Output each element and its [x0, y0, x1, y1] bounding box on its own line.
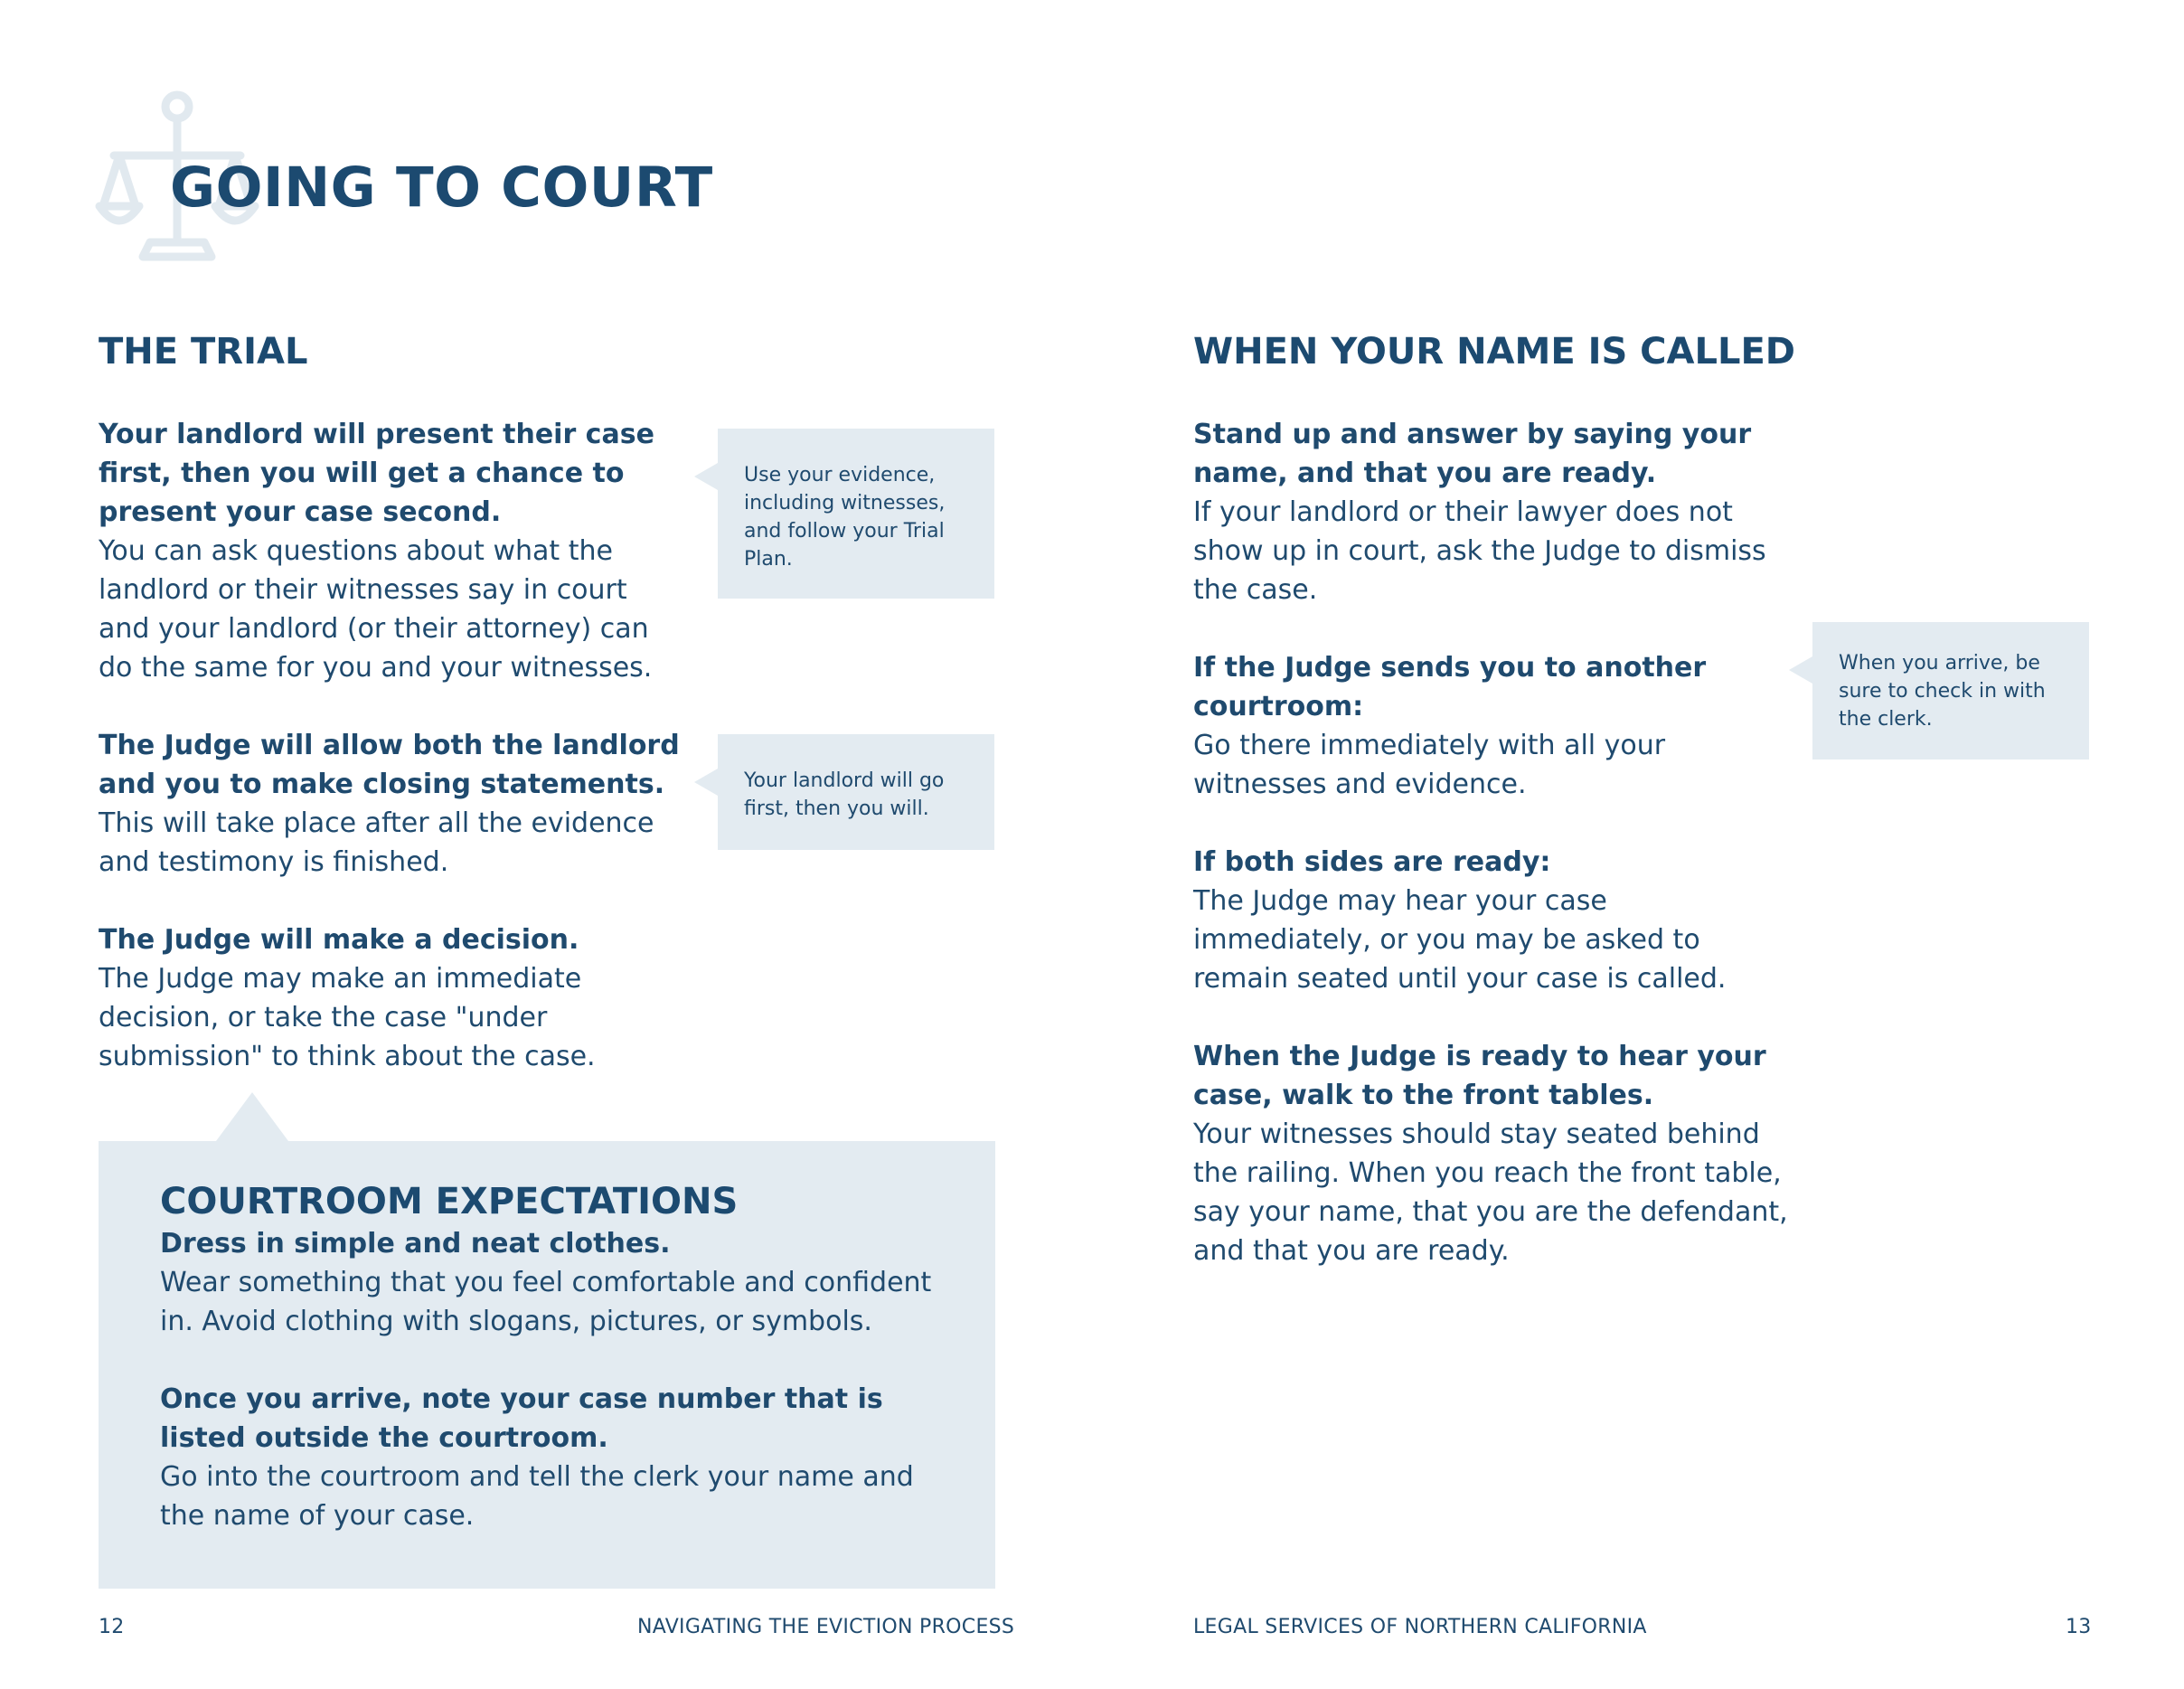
trial-item-heading: Your landlord will present their case first, then you will get a chance to present your case second. [99, 419, 654, 528]
section-heading-the-trial: THE TRIAL [99, 331, 308, 373]
name-called-item-heading: If both sides are ready: [1193, 846, 1551, 878]
trial-item [99, 415, 686, 687]
trial-item-text: This will take place after all the evidence and testimony is finished. [99, 807, 654, 878]
expectation-item-heading: Dress in simple and neat clothes. [160, 1228, 671, 1260]
courtroom-expectations-title: COURTROOM EXPECTATIONS [160, 1181, 739, 1222]
trial-item-heading: The Judge will allow both the landlord and you to make closing statements. [99, 730, 680, 800]
page-title: GOING TO COURT [170, 156, 713, 220]
name-called-item-text: If your landlord or their lawyer does not show up in court, ask the Judge to dismiss the case. [1193, 496, 1766, 606]
trial-item-text: The Judge may make an immediate decision, or take the case "under submission" to think about the case. [99, 963, 596, 1072]
courtroom-expectations-box [99, 1141, 995, 1589]
callout-text: Use your evidence, including witnesses, and follow your Trial Plan. [744, 464, 946, 571]
name-called-section [1193, 415, 1790, 1270]
callout-text: Your landlord will go first, then you will. [744, 769, 945, 820]
name-called-item-heading: Stand up and answer by saying your name, and that you are ready. [1193, 419, 1752, 489]
name-called-item-text: Your witnesses should stay seated behind the railing. When you reach the front table, say your name, that you are the defendant, and that you are ready. [1193, 1118, 1788, 1267]
right-page-number: 13 [2066, 1616, 2092, 1638]
left-page-number: 12 [99, 1616, 125, 1638]
expectation-item-text: Wear something that you feel comfortable and confident in. Avoid clothing with slogans, pictures, or symbols. [160, 1267, 932, 1337]
trial-section [99, 415, 686, 1076]
trial-item [99, 920, 686, 1076]
name-called-item [1193, 843, 1790, 998]
callout-use-evidence [718, 429, 994, 599]
section-heading-name-called: WHEN YOUR NAME IS CALLED [1193, 331, 1795, 373]
expectation-item-text: Go into the courtroom and tell the clerk your name and the name of your case. [160, 1461, 914, 1532]
name-called-item-heading: When the Judge is ready to hear your case, walk to the front tables. [1193, 1041, 1766, 1111]
name-called-item-text: Go there immediately with all your witnesses and evidence. [1193, 730, 1666, 800]
trial-item-text: You can ask questions about what the landlord or their witnesses say in court and your landlord (or their attorney) can do the same for you and your witnesses. [99, 535, 653, 684]
callout-check-in-clerk [1812, 622, 2089, 760]
name-called-item-text: The Judge may hear your case immediately, or you may be asked to remain seated until your case is called. [1193, 885, 1727, 995]
name-called-item [1193, 415, 1790, 609]
callout-text: When you arrive, be sure to check in with the clerk. [1839, 652, 2046, 731]
trial-item-heading: The Judge will make a decision. [99, 924, 579, 956]
expectation-item [160, 1224, 934, 1341]
name-called-item-heading: If the Judge sends you to another courtroom: [1193, 652, 1707, 722]
name-called-item [1193, 648, 1790, 804]
left-footer-title: NAVIGATING THE EVICTION PROCESS [637, 1616, 1015, 1638]
expectations-list [160, 1224, 934, 1535]
name-called-item [1193, 1037, 1790, 1270]
expectation-item-heading: Once you arrive, note your case number that is listed outside the courtroom. [160, 1383, 883, 1454]
expectation-item [160, 1380, 934, 1535]
right-footer-title: LEGAL SERVICES OF NORTHERN CALIFORNIA [1193, 1616, 1647, 1638]
callout-landlord-first [718, 734, 994, 850]
trial-item [99, 726, 686, 882]
